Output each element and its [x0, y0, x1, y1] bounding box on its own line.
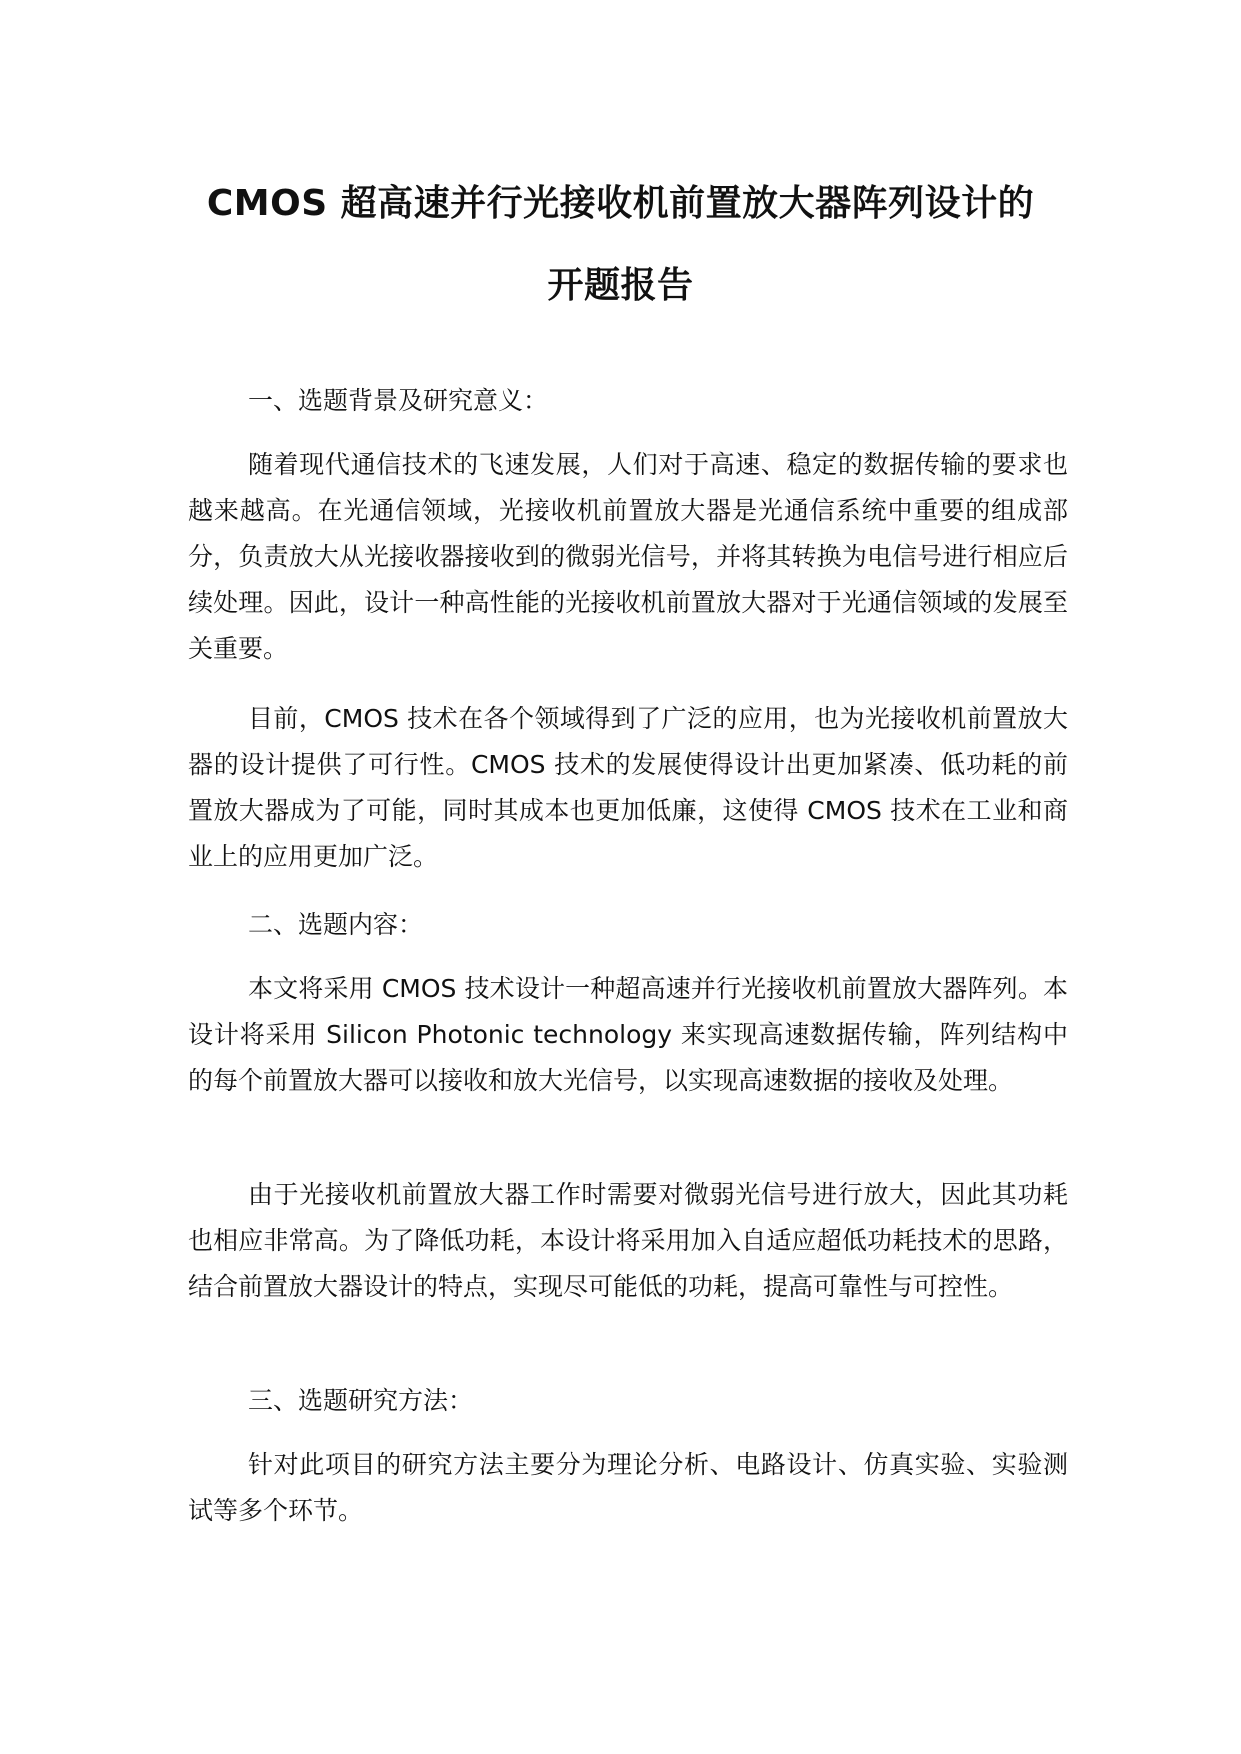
paragraph-content-2: 由于光接收机前置放大器工作时需要对微弱光信号进行放大，因此其功耗也相应非常高。为了降低功耗，本设计将采用加入自适应超低功耗技术的思路，结合前置放大器设计的特点，实现尽可能低的功耗，提高可靠性与可控性。	[188, 1180, 1068, 1301]
paragraph-background-2: 目前，CMOS 技术在各个领域得到了广泛的应用，也为光接收机前置放大器的设计提供了可行性。CMOS 技术的发展使得设计出更加紧凑、低功耗的前置放大器成为了可能，同时其成本也更加低廉，这使得 CMOS 技术在工业和商业上的应用更加广泛。	[188, 704, 1068, 871]
section-heading-background: 一、选题背景及研究意义：	[248, 386, 549, 415]
document-title-line-2: 开题报告	[547, 265, 694, 306]
paragraph-methods-1: 针对此项目的研究方法主要分为理论分析、电路设计、仿真实验、实验测试等多个环节。	[188, 1450, 1068, 1525]
document-title-line-1: CMOS 超高速并行光接收机前置放大器阵列设计的	[206, 183, 1035, 224]
section-heading-methods: 三、选题研究方法：	[248, 1386, 474, 1415]
paragraph-background-1: 随着现代通信技术的飞速发展，人们对于高速、稳定的数据传输的要求也越来越高。在光通信领域，光接收机前置放大器是光通信系统中重要的组成部分，负责放大从光接收器接收到的微弱光信号，并将其转换为电信号进行相应后续处理。因此，设计一种高性能的光接收机前置放大器对于光通信领域的发展至关重要。	[188, 450, 1068, 663]
paragraph-content-1: 本文将采用 CMOS 技术设计一种超高速并行光接收机前置放大器阵列。本设计将采用 Silicon Photonic technology 来实现高速数据传输，阵列结构中的每个前置放大器可以接收和放大光信号，以实现高速数据的接收及处理。	[188, 974, 1068, 1095]
section-heading-content: 二、选题内容：	[248, 910, 424, 939]
